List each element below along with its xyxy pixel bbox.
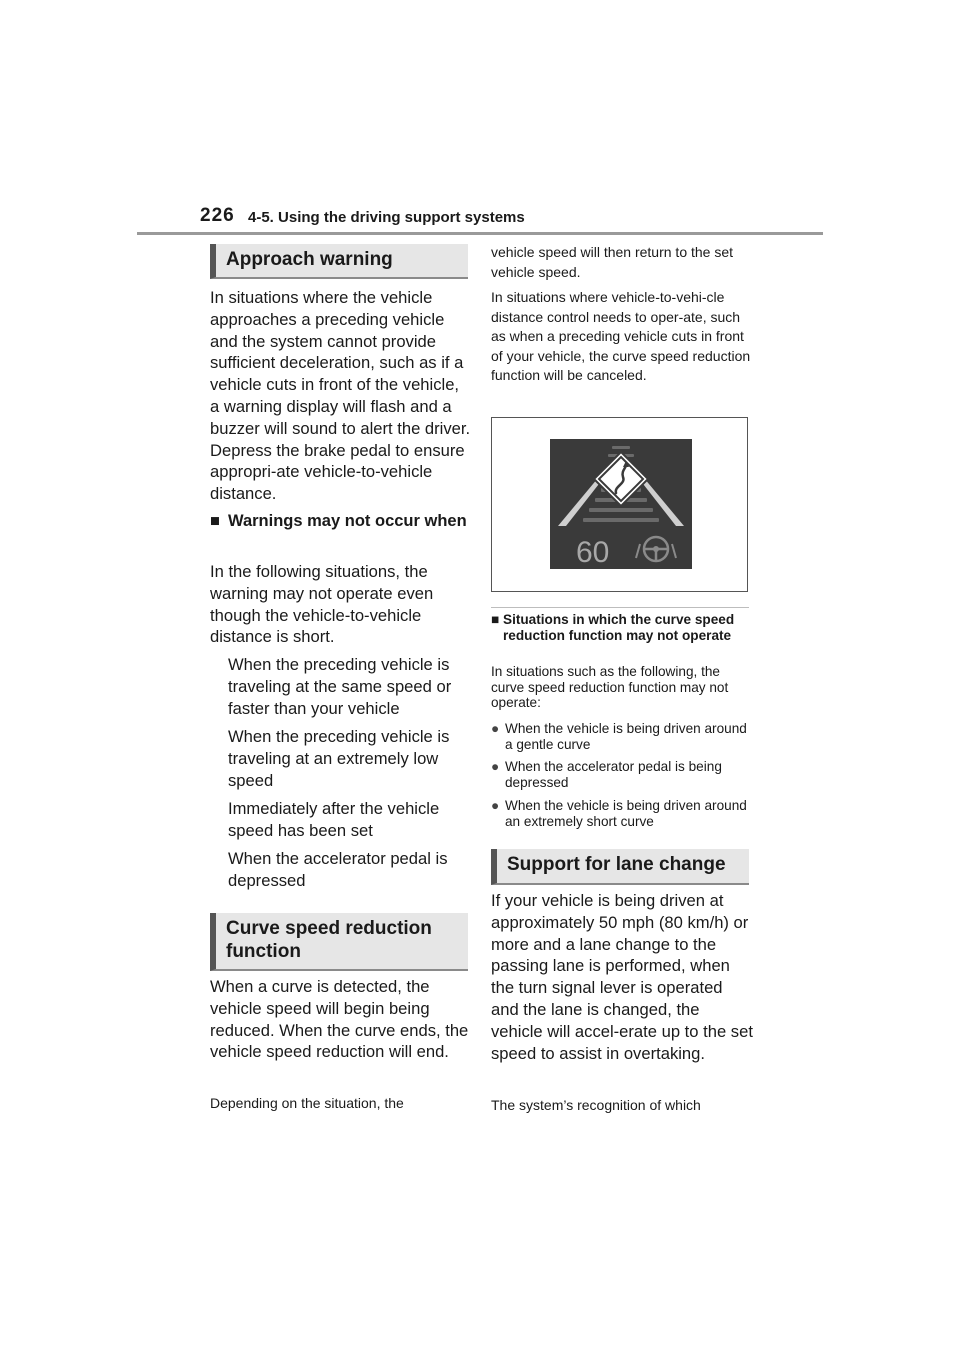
bullet-icon: ● — [491, 759, 500, 774]
list-item-text: When the preceding vehicle is traveling at the same speed or faster than your vehicle — [228, 655, 452, 718]
approach-warning-text: In situations where the vehicle approaches a preceding vehicle and the system cannot provide sufficient deceleration, such as if a vehicle cuts in front of the vehicle, a warning display will flash and a buzzer will sound to alert the driver. Depress the brake pedal to ensure appropri-ate vehicle-to-vehicle distance. — [210, 288, 471, 504]
curve-speed-text: When a curve is detected, the vehicle speed will begin being reduced. When the curve ends, the vehicle speed reduction will end. — [210, 977, 469, 1062]
cancel-text: In situations where vehicle-to-vehi-cle distance control needs to oper-ate, such as when a preceding vehicle cuts in front of your vehicle, the curve speed reduction function will be canceled. — [491, 289, 751, 383]
square-bullet-icon: ■ — [210, 512, 220, 530]
warnings-subheading — [210, 511, 472, 532]
situations-subheading-text: Situations in which the curve speed reduction function may not operate — [503, 612, 735, 643]
situations-subheading — [491, 612, 749, 643]
square-bullet-icon: ■ — [491, 612, 500, 627]
lane-change-note: The system’s recognition of which — [491, 1097, 701, 1113]
list-item-text: When the accelerator pedal is depressed — [228, 849, 448, 890]
situations-intro-text: In situations such as the following, the curve speed reduction function may not operate: — [491, 664, 729, 710]
approach-warning-heading: Approach warning — [210, 244, 468, 279]
list-item — [210, 798, 472, 842]
list-item — [491, 721, 749, 752]
list-item — [210, 726, 472, 791]
page-number: 226 — [200, 205, 235, 226]
curve-speed-figure — [491, 417, 748, 592]
set-speed-value: 60 — [576, 536, 610, 569]
list-item-text: When the preceding vehicle is traveling at an extremely low speed — [228, 727, 450, 790]
lane-change-text: If your vehicle is being driven at approximately 50 mph (80 km/h) or more and a lane change to the passing lane is performed, when the turn signal lever is operated and the lane is changed, the vehicle will accel-erate up to the set speed to assist in overtaking. — [491, 891, 753, 1063]
list-item-text: Immediately after the vehicle speed has been set — [228, 799, 440, 840]
curve-speed-heading: Curve speed reduction function — [210, 913, 468, 971]
list-item — [491, 798, 749, 829]
continued-text: vehicle speed will then return to the set vehicle speed. — [491, 244, 734, 280]
list-item — [491, 759, 749, 790]
list-item-text: When the vehicle is being driven around an extremely short curve — [505, 798, 747, 829]
curve-speed-note: Depending on the situation, the — [210, 1095, 404, 1111]
header-divider — [137, 232, 823, 235]
warnings-subheading-text: Warnings may not occur when — [228, 512, 467, 530]
list-item — [210, 848, 472, 892]
list-item-text: When the vehicle is being driven around a gentle curve — [505, 721, 747, 752]
bullet-icon: ● — [491, 721, 500, 736]
list-item-text: When the accelerator pedal is being depressed — [505, 759, 722, 790]
curve-speed-display-illustration — [492, 418, 747, 591]
figure-divider — [491, 607, 749, 608]
warnings-intro-text: In the following situations, the warning may not operate even though the vehicle-to-vehicle distance is short. — [210, 562, 434, 647]
section-title: 4-5. Using the driving support systems — [248, 209, 525, 226]
bullet-icon: ● — [491, 798, 500, 813]
list-item — [210, 654, 472, 719]
lane-change-heading: Support for lane change — [491, 849, 749, 885]
